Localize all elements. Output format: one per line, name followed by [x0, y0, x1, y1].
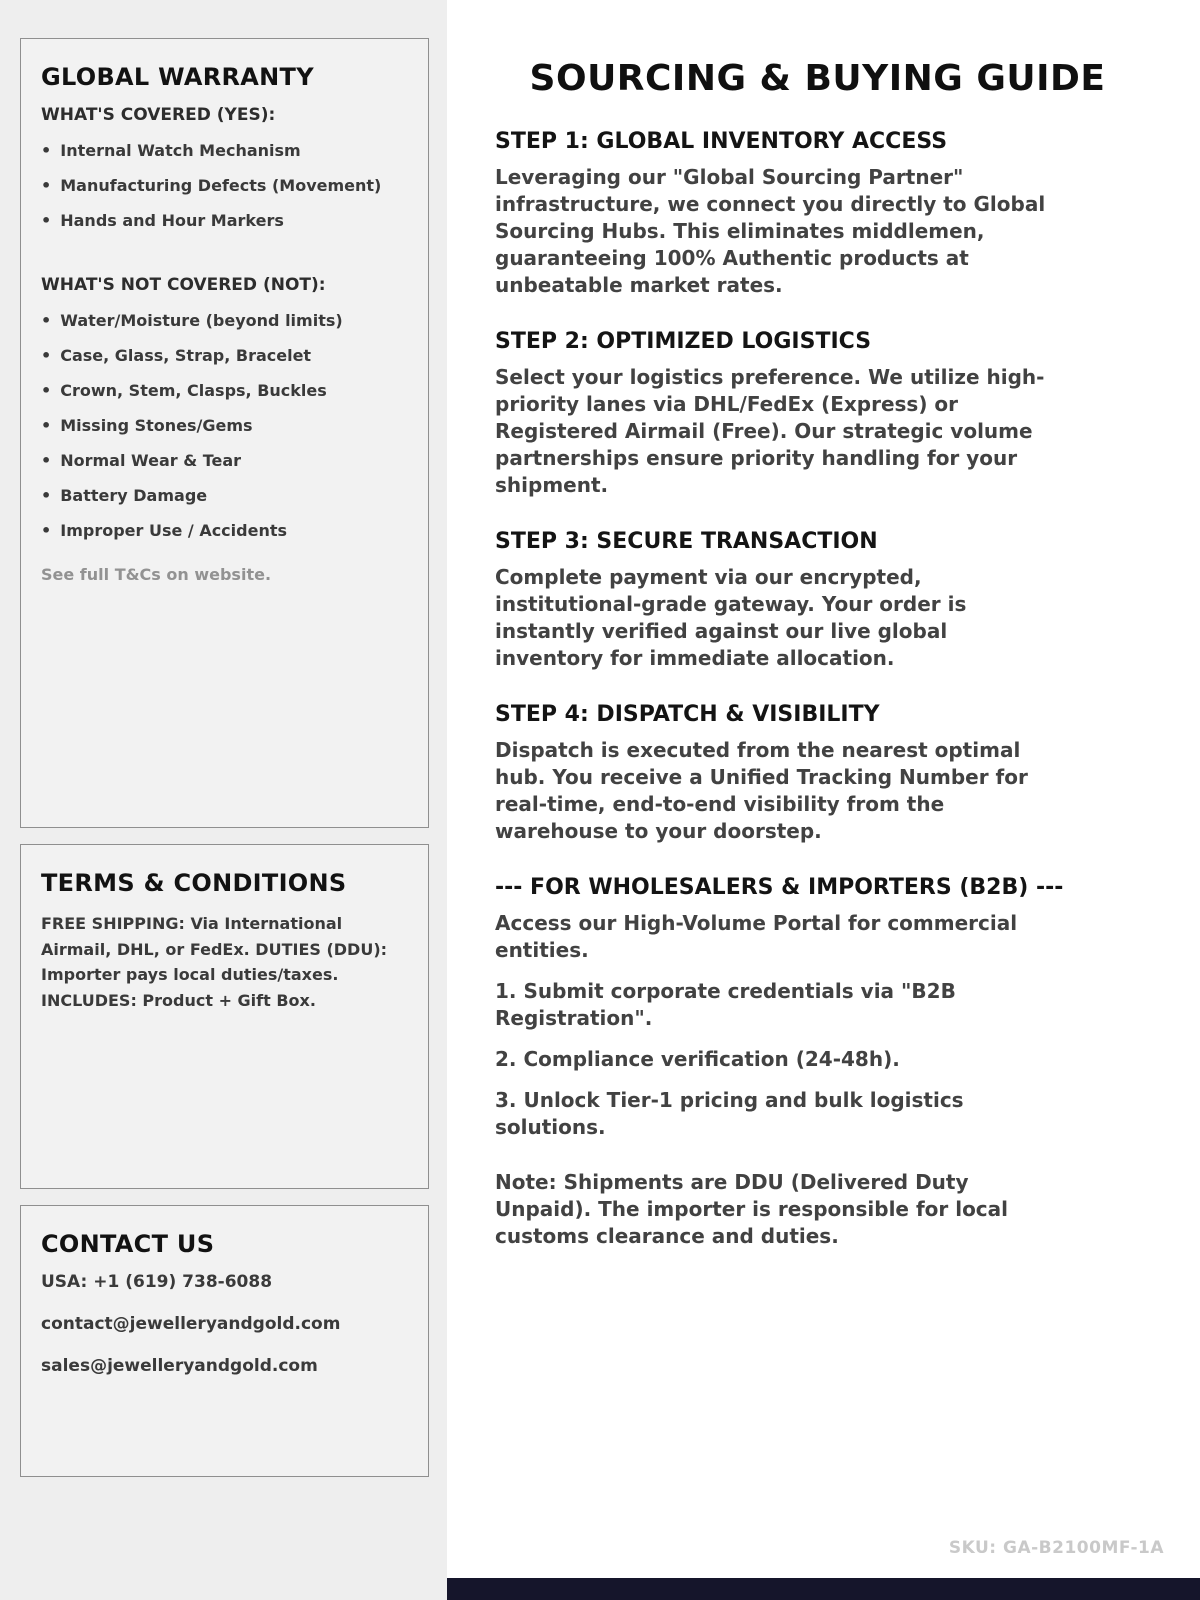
covered-title: WHAT'S COVERED (YES):	[41, 105, 276, 125]
contact-phone: USA: +1 (619) 738-6088	[41, 1272, 273, 1292]
list-item: • Hands and Hour Markers	[41, 211, 408, 231]
list-item: • Internal Watch Mechanism	[41, 141, 408, 161]
step-1-section	[495, 129, 1140, 299]
step-2-heading: STEP 2: OPTIMIZED LOGISTICS	[495, 329, 872, 354]
sidebar	[0, 0, 447, 1600]
main-content	[447, 0, 1200, 1600]
terms-title: TERMS & CONDITIONS	[41, 869, 347, 897]
list-item: • Manufacturing Defects (Movement)	[41, 176, 408, 196]
bottom-bar	[447, 1578, 1200, 1600]
b2b-item-3: 3. Unlock Tier-1 pricing and bulk logistics solutions.	[495, 1088, 964, 1139]
step-3-section	[495, 529, 1140, 672]
warranty-title: GLOBAL WARRANTY	[41, 63, 314, 91]
list-item: • Water/Moisture (beyond limits)	[41, 311, 408, 331]
b2b-section	[495, 875, 1140, 1250]
terms-box	[20, 844, 429, 1189]
step-3-body: Complete payment via our encrypted, institutional-grade gateway. Your order is instantly verified against our live global inventory for immediate allocation.	[495, 565, 967, 670]
step-2-section	[495, 329, 1140, 499]
b2b-item-1: 1. Submit corporate credentials via "B2B Registration".	[495, 979, 956, 1030]
b2b-heading: --- FOR WHOLESALERS & IMPORTERS (B2B) ---	[495, 875, 1064, 900]
contact-email-primary: contact@jewelleryandgold.com	[41, 1314, 341, 1334]
contact-email-sales: sales@jewelleryandgold.com	[41, 1356, 318, 1376]
step-3-heading: STEP 3: SECURE TRANSACTION	[495, 529, 878, 554]
b2b-intro: Access our High-Volume Portal for commercial entities.	[495, 911, 1018, 962]
covered-list	[41, 141, 408, 231]
step-4-body: Dispatch is executed from the nearest optimal hub. You receive a Unified Tracking Number for real-time, end-to-end visibility from the warehouse to your doorstep.	[495, 738, 1028, 843]
step-1-body: Leveraging our "Global Sourcing Partner" infrastructure, we connect you directly to Global Sourcing Hubs. This eliminates middlemen, guaranteeing 100% Authentic products at unbeatable market rates.	[495, 165, 1046, 297]
not-covered-title: WHAT'S NOT COVERED (NOT):	[41, 275, 326, 295]
warranty-footnote: See full T&Cs on website.	[41, 565, 272, 584]
step-4-heading: STEP 4: DISPATCH & VISIBILITY	[495, 702, 880, 727]
list-item: • Battery Damage	[41, 486, 408, 506]
warranty-box	[20, 38, 429, 828]
list-item: • Case, Glass, Strap, Bracelet	[41, 346, 408, 366]
list-item: • Missing Stones/Gems	[41, 416, 408, 436]
not-covered-list	[41, 311, 408, 541]
contact-box	[20, 1205, 429, 1477]
terms-body: FREE SHIPPING: Via International Airmail, DHL, or FedEx. DUTIES (DDU): Importer pays local duties/taxes. INCLUDES: Product + Gift Box.	[41, 914, 388, 1010]
b2b-note: Note: Shipments are DDU (Delivered Duty Unpaid). The importer is responsible for local customs clearance and duties.	[495, 1170, 1009, 1248]
list-item: • Crown, Stem, Clasps, Buckles	[41, 381, 408, 401]
list-item: • Normal Wear & Tear	[41, 451, 408, 471]
step-2-body: Select your logistics preference. We utilize high-priority lanes via DHL/FedEx (Express) or Registered Airmail (Free). Our strategic volume partnerships ensure priority handling for your shipment.	[495, 365, 1045, 497]
sku-label: SKU: GA-B2100MF-1A	[948, 1538, 1164, 1558]
step-4-section	[495, 702, 1140, 845]
contact-title: CONTACT US	[41, 1230, 215, 1258]
step-1-heading: STEP 1: GLOBAL INVENTORY ACCESS	[495, 129, 948, 154]
page-title: SOURCING & BUYING GUIDE	[529, 58, 1106, 99]
b2b-item-2: 2. Compliance verification (24-48h).	[495, 1047, 900, 1071]
list-item: • Improper Use / Accidents	[41, 521, 408, 541]
